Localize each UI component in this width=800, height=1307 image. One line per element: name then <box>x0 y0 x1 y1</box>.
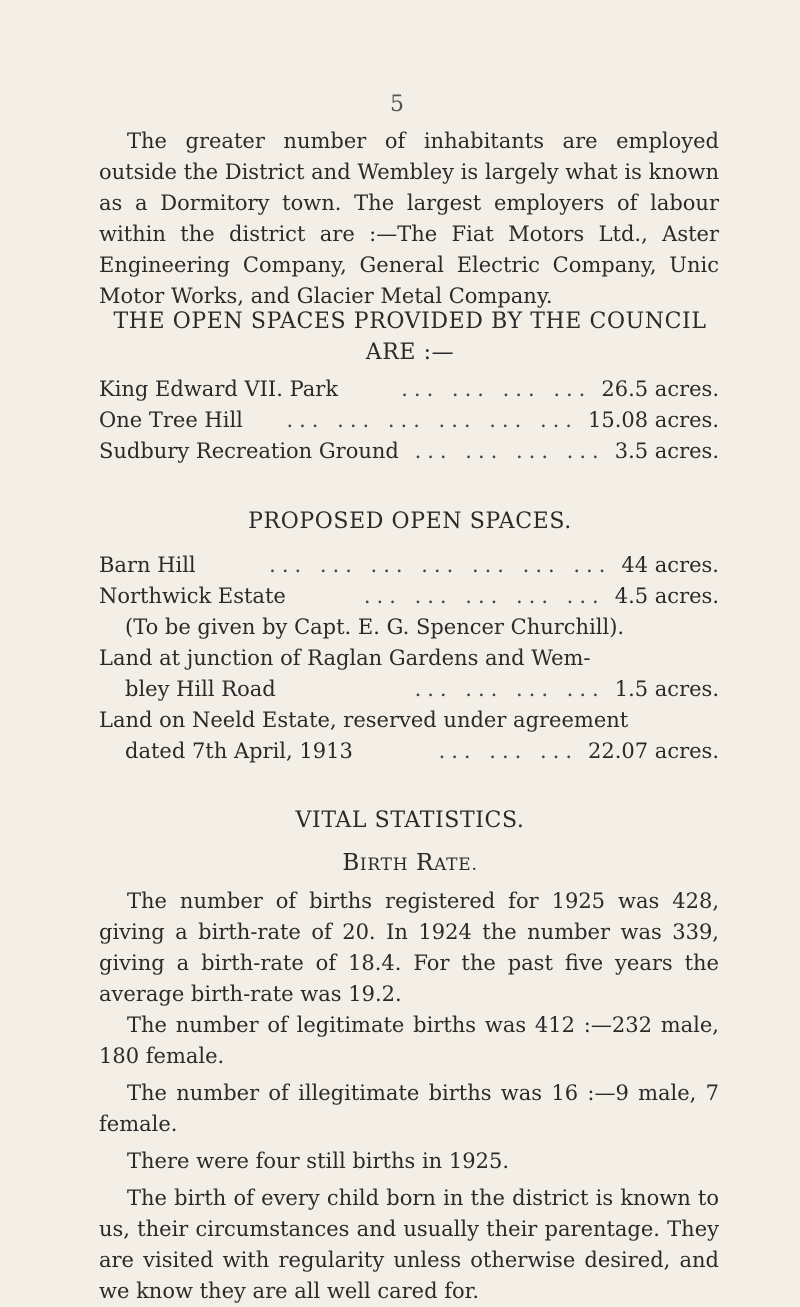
open-space-value: 26.5 acres. <box>601 377 719 401</box>
open-space-row <box>99 374 719 405</box>
birth-paragraph-4: There were four still births in 1925. <box>127 1149 509 1173</box>
intro-paragraph <box>99 126 719 312</box>
proposed-heading: PROPOSED OPEN SPACES. <box>248 509 572 534</box>
proposed-value: 22.07 acres. <box>588 739 719 763</box>
page-number: 5 <box>390 92 404 117</box>
leader-dots: ... ... ... ... <box>414 677 605 701</box>
leader-dots: ... ... ... ... <box>414 439 605 463</box>
leader-dots: ... ... ... ... ... ... <box>286 408 578 432</box>
birth-paragraph-2: The number of legitimate births was 412 :—232 male, 180 female. <box>99 1013 719 1068</box>
leader-dots: ... ... ... <box>438 739 578 763</box>
leader-dots: ... ... ... ... <box>401 377 592 401</box>
open-space-row <box>99 405 719 436</box>
proposed-name: bley Hill Road <box>125 677 276 701</box>
open-space-value: 15.08 acres. <box>588 408 719 432</box>
northwick-note: (To be given by Capt. E. G. Spencer Churchill). <box>125 615 625 639</box>
open-spaces-heading-line1: THE OPEN SPACES PROVIDED BY THE COUNCIL <box>113 309 707 334</box>
birth-paragraph-3: The number of illegitimate births was 16 :—9 male, 7 female. <box>99 1081 719 1136</box>
open-space-name: Sudbury Recreation Ground <box>99 439 399 463</box>
birth-rate-subheading: BIRTH RATE. <box>342 850 478 876</box>
proposed-name: Northwick Estate <box>99 584 286 608</box>
leader-dots: ... ... ... ... ... ... ... <box>269 553 612 577</box>
proposed-value: 4.5 acres. <box>614 584 719 608</box>
open-space-row <box>99 436 719 467</box>
open-space-value: 3.5 acres. <box>614 439 719 463</box>
proposed-value: 1.5 acres. <box>614 677 719 701</box>
proposed-name: dated 7th April, 1913 <box>125 739 353 763</box>
open-spaces-heading-line2: ARE :— <box>365 340 455 365</box>
proposed-row <box>99 550 719 581</box>
open-space-name: One Tree Hill <box>99 408 243 432</box>
neeld-line1: Land on Neeld Estate, reserved under agreement <box>99 708 629 732</box>
vital-statistics-heading: VITAL STATISTICS. <box>295 808 525 833</box>
birth-paragraph-5: The birth of every child born in the district is known to us, their circumstances and usually their parentage. They are visited with regularity unless otherwise desired, and we know they are all well cared for. <box>99 1186 719 1303</box>
proposed-name: Barn Hill <box>99 553 196 577</box>
proposed-row <box>125 736 719 767</box>
birth-paragraph-1: The number of births registered for 1925 was 428, giving a birth-rate of 20. In 1924 the number was 339, giving a birth-rate of 18.4. For the past five years the average birth-rate was 19.2. <box>99 889 719 1006</box>
proposed-value: 44 acres. <box>621 553 719 577</box>
proposed-row <box>99 581 719 612</box>
open-space-name: King Edward VII. Park <box>99 377 339 401</box>
intro-text: The greater number of inhabitants are employed outside the District and Wembley is largely what is known as a Dormitory town. The largest employers of labour within the district are :—The Fiat Motors Ltd., Aster Engineering Company, General Electric Company, Unic Motor Works, and Glacier Metal Company. <box>99 129 719 308</box>
raglan-line1: Land at junction of Raglan Gardens and Wem- <box>99 646 591 670</box>
proposed-row <box>125 674 719 705</box>
leader-dots: ... ... ... ... ... <box>363 584 605 608</box>
